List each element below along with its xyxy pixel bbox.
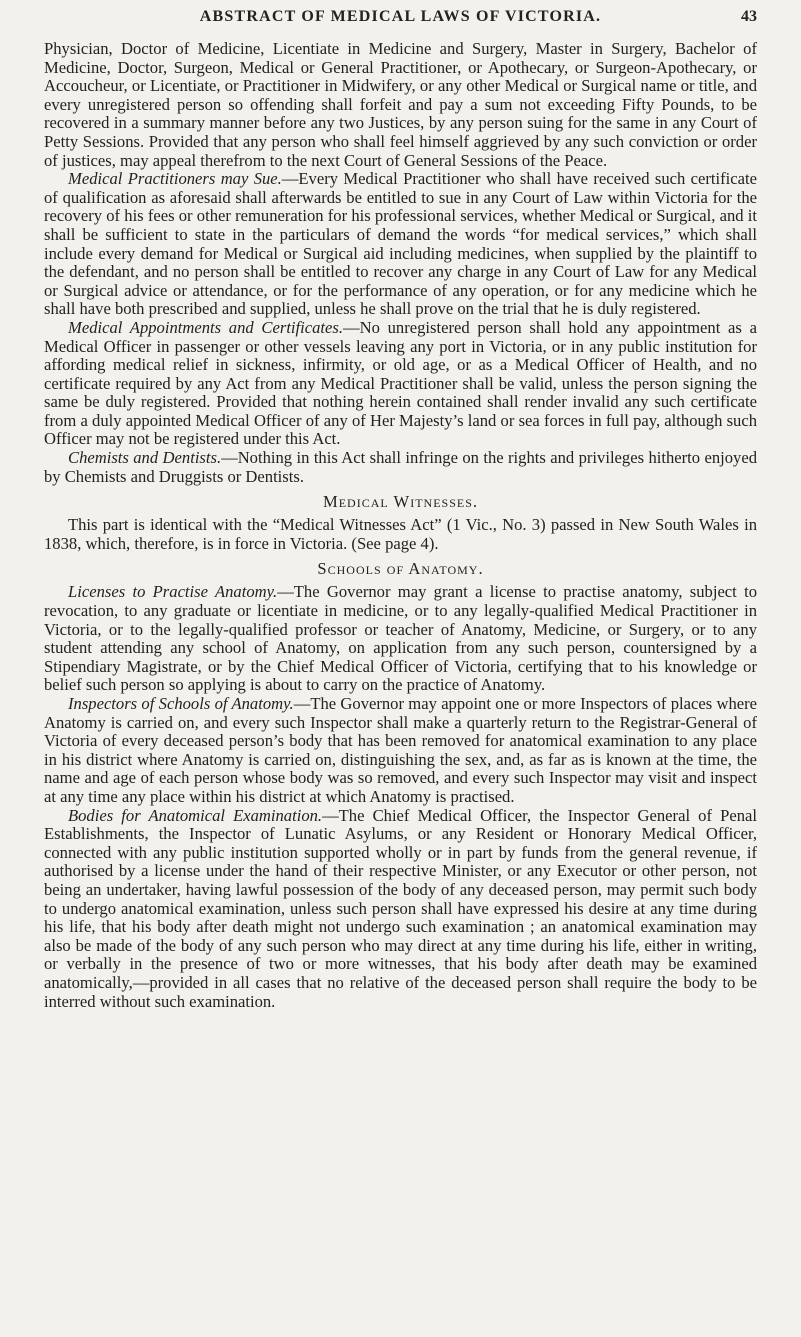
side-head: Chemists and Dentists. bbox=[68, 448, 222, 468]
paragraph-bodies bbox=[44, 807, 757, 1012]
paragraph-text: —The Governor may appoint one or more Inspectors of places where Anatomy is carried on, and every such Inspector shall make a quarterly return to the Registrar-General of Victoria of every deceased person’s body that has been removed for anatomical examination to any place in his district where Anatomy is carried on, distinguishing the sex, and, as far as is known at the time, the name and age of each person whose body was so removed, and every such Inspector may visit and inspect at any time any place within his district at which Anatomy is practised. bbox=[44, 694, 758, 806]
side-head: Licenses to Practise Anatomy. bbox=[68, 582, 278, 602]
paragraph-text: —Every Medical Practitioner who shall have received such certificate of qualification as aforesaid shall afterwards be entitled to sue in any Court of Law within Victoria for the recovery of his fees or other remuneration for his professional services, whether Medical or Surgical, and it shall be sufficient to state in the particulars of demand the words “for medical services,” which shall include every demand for Medical or Surgical aid including medicines, when supplied by the plaintiff to the defendant, and no person shall be entitled to recover any charge in any Court of Law for any Medical or Surgical advice or attendance, or for the performance of any operation, or for any medicine which he shall have both prescribed and supplied, unless he shall prove on the trial that he is duly registered. bbox=[44, 169, 757, 319]
section-heading-anatomy: Schools of Anatomy. bbox=[317, 559, 484, 579]
paragraph-chemists bbox=[44, 449, 757, 486]
side-head: Bodies for Anatomical Examination. bbox=[68, 805, 323, 825]
paragraph-appointments bbox=[44, 319, 757, 449]
paragraph-text: —No unregistered person shall hold any appointment as a Medical Officer in passenger or other vessels leaving any port in Victoria, or in any public institution for affording medical relief in sickness, infirmity, or old age, or as a Medical Officer of Health, and no certificate required by any Act from any Medical Practitioner shall be valid, unless the person signing the same be duly registered. Provided that nothing herein contained shall render invalid any such certificate from a duly appointed Medical Officer of any of Her Majesty’s land or sea forces in full pay, although such Officer may not be registered under this Act. bbox=[44, 317, 757, 449]
running-head bbox=[44, 8, 757, 34]
paragraph-inspectors bbox=[44, 695, 757, 807]
paragraph-text: —The Governor may grant a license to practise anatomy, subject to revocation, to any graduate or licentiate in medicine, or to any legally-qualified Medical Practitioner in Victoria, or to the legally-qualified professor or teacher of Anatomy, Medicine, or Surgery, or to any student attending any school of Anatomy, on application from any such person, countersigned by a Stipendiary Magistrate, or by the Chief Medical Officer of Victoria, certifying that to his knowledge or belief such person so applying is about to carry on the practice of Anatomy. bbox=[44, 582, 757, 695]
section-heading-witnesses: Medical Witnesses. bbox=[322, 492, 479, 512]
running-title: ABSTRACT OF MEDICAL LAWS OF VICTORIA. bbox=[199, 8, 602, 25]
paragraph-witnesses: This part is identical with the “Medical Witnesses Act” (1 Vic., No. 3) passed in New South Wales in 1838, which, therefore, is in force in Victoria. (See page 4). bbox=[44, 515, 757, 553]
paragraph-licenses bbox=[44, 583, 757, 695]
paragraph-practitioners-may-sue bbox=[44, 170, 757, 319]
paragraph-text: —The Chief Medical Officer, the Inspector General of Penal Establishments, the Inspector of Lunatic Asylums, or any Resident or Honorary Medical Officer, connected with any public institution supported wholly or in part by funds from the general revenue, if authorised by a license under the hand of their respective Minister, or any Executor or other person, not being an undertaker, having lawful possession of the body of any deceased person, may permit such body to undergo anatomical examination, unless such person shall have expressed his desire at any time during his life, that his body after death might not undergo such examination ; an anatomical examination may also be made of the body of any such person who may direct at any time during his life, either in writing, or verbally in the presence of two or more witnesses, that his body after death may be examined anatomically,—provided in all cases that no relative of the deceased person shall require the body to be interred without such examination. bbox=[44, 805, 757, 1011]
side-head: Medical Practitioners may Sue. bbox=[68, 169, 282, 189]
paragraph-text: —Nothing in this Act shall infringe on the rights and privileges hitherto enjoyed by Chemists and Druggists or Dentists. bbox=[44, 448, 758, 486]
page-body bbox=[44, 40, 757, 1011]
paragraph-penalty: Physician, Doctor of Medicine, Licentiate in Medicine and Surgery, Master in Surgery, Bachelor of Medicine, Doctor, Surgeon, Medical or General Practitioner, or Apothecary, or Surgeon-Apothecary, or Accoucheur, or Licentiate, or Practitioner in Midwifery, or any other Medical or Surgical name or title, and every unregistered person so offending shall forfeit and pay a sum not exceeding Fifty Pounds, to be recovered in a summary manner before any two Justices, by any person suing for the same in any Court of Petty Sessions. Provided that any person who shall feel himself aggrieved by any such conviction or order of justices, may appeal therefrom to the next Court of General Sessions of the Peace. bbox=[44, 39, 757, 170]
side-head: Medical Appointments and Certificates. bbox=[68, 317, 344, 337]
page-number: 43 bbox=[741, 8, 757, 25]
side-head: Inspectors of Schools of Anatomy. bbox=[68, 694, 294, 713]
